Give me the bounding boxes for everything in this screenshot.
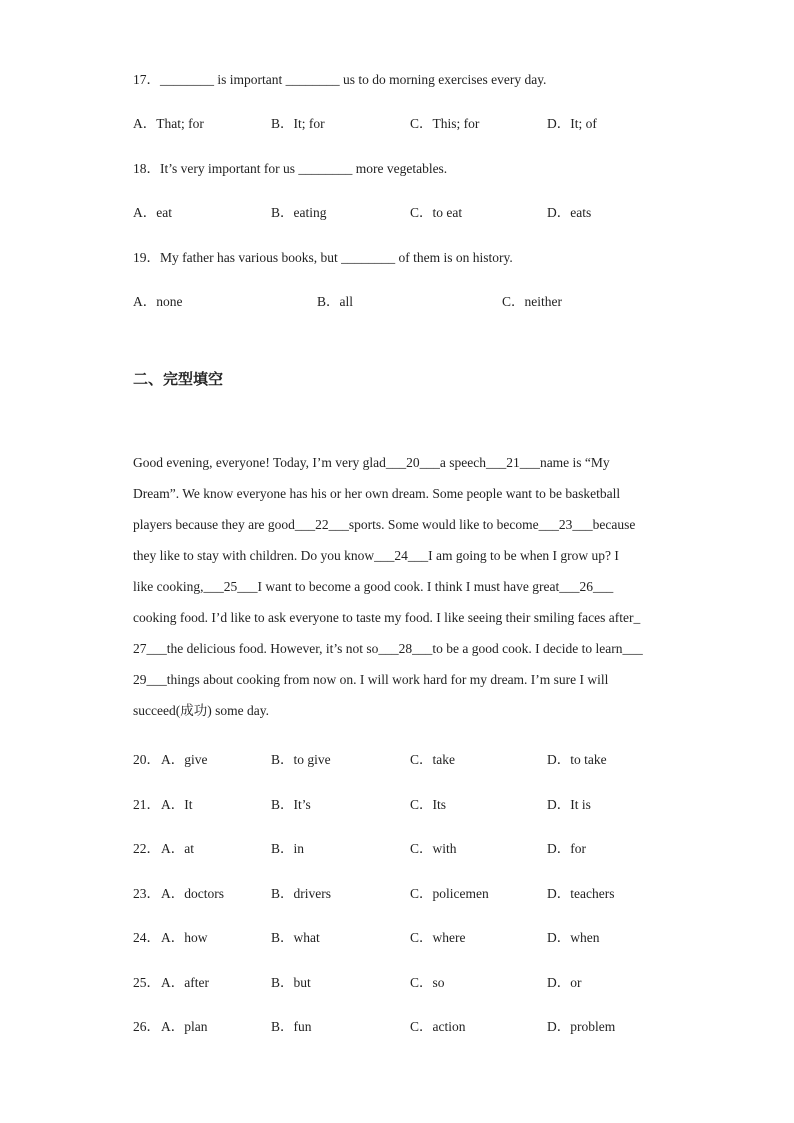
cloze-option-b: B．in xyxy=(271,841,305,856)
cloze-option-b: B．fun xyxy=(271,1019,312,1034)
passage-line: like cooking,___25___I want to become a good cook. I think I must have great___26___ xyxy=(133,579,614,594)
passage-line: 29___things about cooking from now on. I will work hard for my dream. I’m sure I will xyxy=(133,672,609,687)
cloze-passage xyxy=(133,447,663,726)
cloze-option-c: C．so xyxy=(410,975,445,990)
question-19-option-c: C．neither xyxy=(502,294,562,309)
question-19-option-b: B．all xyxy=(317,294,353,309)
cloze-option-a: A．after xyxy=(161,975,209,990)
question-18-option-d: D．eats xyxy=(547,205,592,220)
cloze-option-d: D．to take xyxy=(547,752,607,767)
cloze-option-c: C．action xyxy=(410,1019,466,1034)
cloze-item-number: 22． xyxy=(133,841,160,856)
cloze-option-c: C．Its xyxy=(410,797,447,812)
question-17-stem: 17．________ is important ________ us to do morning exercises every day. xyxy=(133,72,547,87)
cloze-option-b: B．to give xyxy=(271,752,331,767)
cloze-option-b: B．drivers xyxy=(271,886,331,901)
cloze-option-b: B．It’s xyxy=(271,797,311,812)
question-17-option-d: D．It; of xyxy=(547,116,597,131)
cloze-item-number: 24． xyxy=(133,930,160,945)
cloze-option-d: D．for xyxy=(547,841,586,856)
cloze-option-d: D．It is xyxy=(547,797,591,812)
cloze-option-c: C．policemen xyxy=(410,886,489,901)
passage-line: succeed(成功) some day. xyxy=(133,703,269,718)
cloze-item-number: 20． xyxy=(133,752,160,767)
cloze-option-c: C．where xyxy=(410,930,466,945)
cloze-option-d: D．teachers xyxy=(547,886,615,901)
cloze-option-a: A．how xyxy=(161,930,208,945)
cloze-option-a: A．It xyxy=(161,797,193,812)
question-17-option-c: C．This; for xyxy=(410,116,480,131)
cloze-option-d: D．when xyxy=(547,930,600,945)
cloze-item-number: 23． xyxy=(133,886,160,901)
cloze-option-c: C．take xyxy=(410,752,455,767)
cloze-item-number: 25． xyxy=(133,975,160,990)
question-19-stem: 19．My father has various books, but ________ of them is on history. xyxy=(133,250,513,265)
cloze-item-number: 21． xyxy=(133,797,160,812)
cloze-option-d: D．problem xyxy=(547,1019,616,1034)
question-17-option-a: A．That; for xyxy=(133,116,204,131)
passage-line: 27___the delicious food. However, it’s not so___28___to be a good cook. I decide to learn___ xyxy=(133,641,643,656)
question-18-stem: 18．It’s very important for us ________ more vegetables. xyxy=(133,161,448,176)
question-18-option-c: C．to eat xyxy=(410,205,463,220)
cloze-option-a: A．at xyxy=(161,841,194,856)
passage-line: they like to stay with children. Do you know___24___I am going to be when I grow up? I xyxy=(133,548,619,563)
cloze-option-b: B．but xyxy=(271,975,311,990)
section-heading: 二、完型填空 xyxy=(133,370,224,388)
cloze-option-c: C．with xyxy=(410,841,457,856)
cloze-option-d: D．or xyxy=(547,975,582,990)
cloze-item-number: 26． xyxy=(133,1019,160,1034)
question-18-option-a: A．eat xyxy=(133,205,172,220)
cloze-option-b: B．what xyxy=(271,930,320,945)
question-19-option-a: A．none xyxy=(133,294,183,309)
passage-line: players because they are good___22___sports. Some would like to become___23___because xyxy=(133,517,636,532)
passage-line: Good evening, everyone! Today, I’m very glad___20___a speech___21___name is “My xyxy=(133,455,610,470)
cloze-option-a: A．doctors xyxy=(161,886,224,901)
question-17-option-b: B．It; for xyxy=(271,116,325,131)
passage-line: Dream”. We know everyone has his or her own dream. Some people want to be basketball xyxy=(133,486,621,501)
question-18-option-b: B．eating xyxy=(271,205,327,220)
cloze-option-a: A．give xyxy=(161,752,208,767)
cloze-option-a: A．plan xyxy=(161,1019,208,1034)
passage-line: cooking food. I’d like to ask everyone to taste my food. I like seeing their smiling faces after_ xyxy=(133,610,641,625)
